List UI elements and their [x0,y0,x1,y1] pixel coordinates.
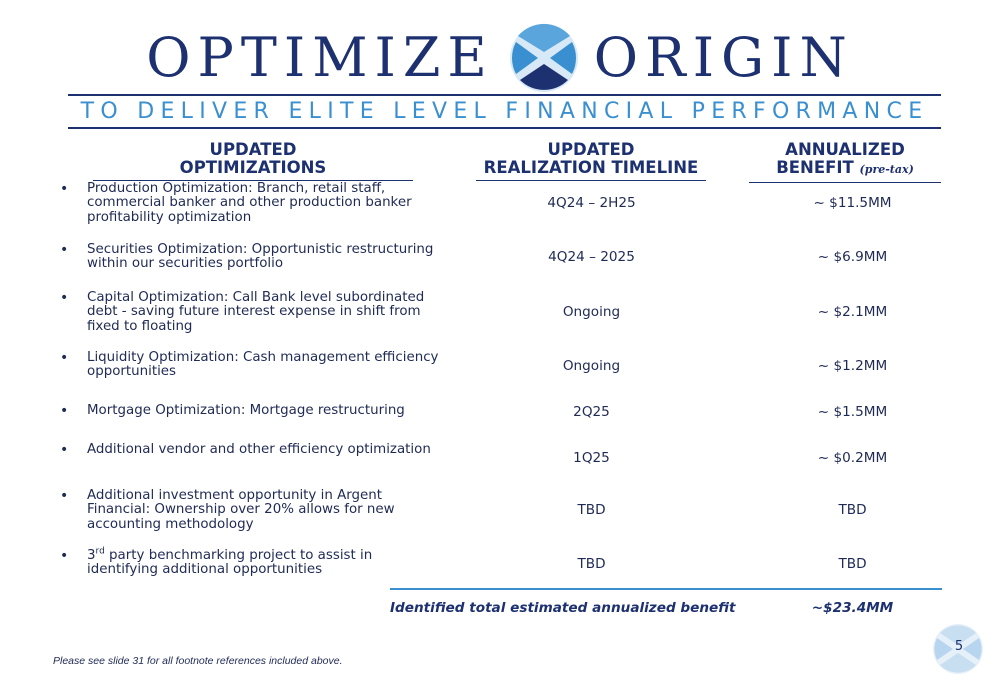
ordinal-suffix: rd [95,546,105,557]
row-benefit: TBD [838,556,867,572]
row-description: Liquidity Optimization: Cash management efficiency opportunities [87,350,439,380]
subtitle-bottom-rule [68,127,941,129]
column-header-benefit-line1: ANNUALIZED [785,140,905,159]
row-benefit: ~ $11.5MM [813,195,892,211]
bullet-icon: • [60,350,69,366]
row-timeline: 1Q25 [573,450,610,466]
row-benefit: ~ $0.2MM [817,450,888,466]
page-number: 5 [954,639,964,654]
row-description: Production Optimization: Branch, retail staff, commercial banker and other production banker profitability optimization [87,181,412,225]
row-timeline: 4Q24 – 2025 [548,249,635,265]
column-header-timeline-line2: REALIZATION TIMELINE [483,158,699,177]
row-timeline: Ongoing [562,358,621,374]
pre-tax-qualifier: (pre-tax) [859,163,914,176]
column-header-benefit [749,141,941,183]
row-benefit: ~ $1.2MM [817,358,888,374]
bullet-icon: • [60,403,69,419]
row-description [87,546,442,578]
bullet-icon: • [60,548,69,564]
benefit-label: BENEFIT [776,158,854,177]
row-description: Securities Optimization: Opportunistic restructuring within our securities portfolio [87,242,434,272]
bullet-icon: • [60,181,69,197]
total-label: Identified total estimated annualized benefit [390,600,736,616]
row-timeline: 2Q25 [573,404,610,420]
row-timeline: 4Q24 – 2H25 [547,195,636,211]
row-description: Mortgage Optimization: Mortgage restructuring [87,403,405,418]
column-header-timeline-line1: UPDATED [547,140,635,159]
row-description: Additional vendor and other efficiency optimization [87,442,431,457]
row-timeline: Ongoing [562,304,621,320]
row-description-rest: party benchmarking project to assist in identifying additional opportunities [87,548,373,578]
total-rule [390,588,942,590]
title-row [0,22,1000,94]
row-description: Additional investment opportunity in Argent Financial: Ownership over 20% allows for new accounting methodology [87,488,395,532]
title-word-right: ORIGIN [593,26,854,89]
column-header-optimizations-line2: OPTIMIZATIONS [179,158,327,177]
row-benefit: ~ $2.1MM [817,304,888,320]
column-header-benefit-line2 [749,159,941,179]
row-description: Capital Optimization: Call Bank level subordinated debt - saving future interest expense in shift from fixed to floating [87,290,425,334]
row-timeline: TBD [577,502,606,518]
total-value: ~$23.4MM [811,600,894,616]
column-header-timeline [476,141,706,181]
row-benefit: ~ $1.5MM [817,404,888,420]
origin-logo-icon [508,22,580,94]
bullet-icon: • [60,488,69,504]
row-benefit: ~ $6.9MM [817,249,888,265]
bullet-icon: • [60,290,69,306]
column-header-optimizations-line1: UPDATED [209,140,297,159]
row-timeline: TBD [577,556,606,572]
ordinal-number: 3 [87,548,96,563]
bullet-icon: • [60,442,69,458]
bullet-icon: • [60,242,69,258]
row-benefit: TBD [838,502,867,518]
subtitle: TO DELIVER ELITE LEVEL FINANCIAL PERFORMANCE [80,99,929,124]
title-word-left: OPTIMIZE [146,26,494,89]
column-header-optimizations [93,141,413,181]
subtitle-top-rule [68,94,941,96]
footnote: Please see slide 31 for all footnote references included above. [53,655,343,667]
